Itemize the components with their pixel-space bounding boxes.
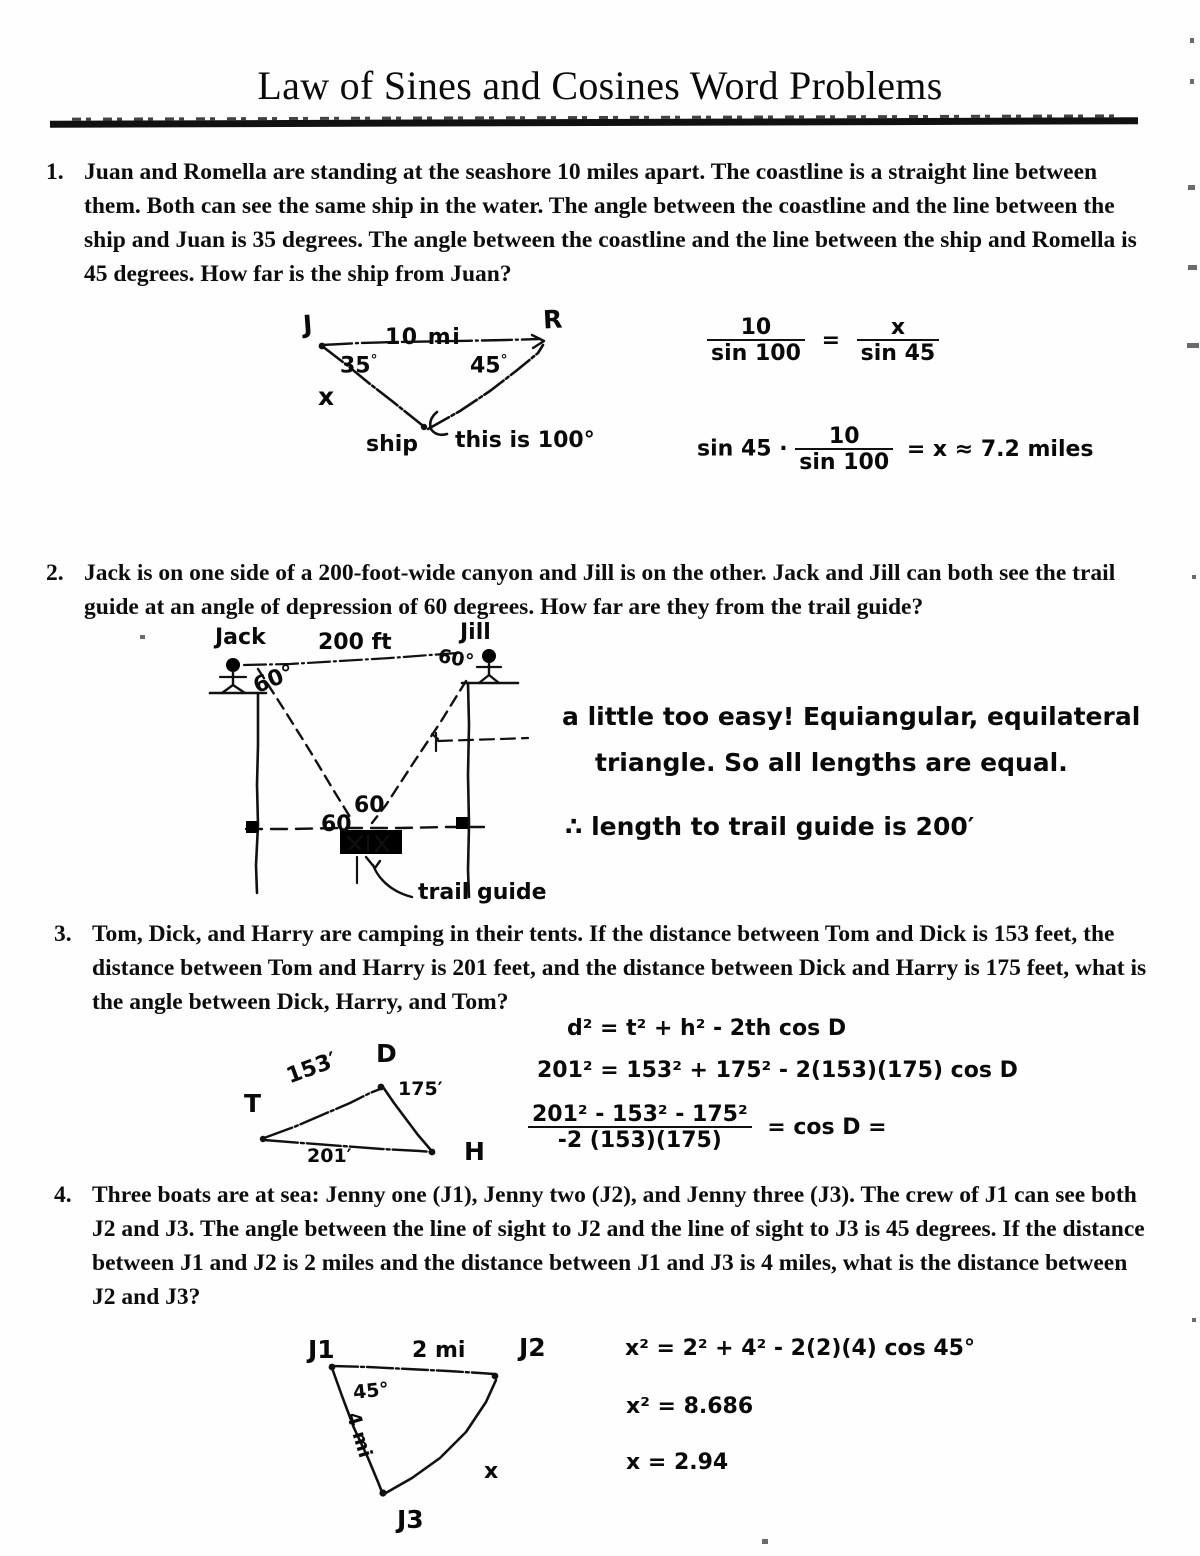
- sin45-multiplier: sin 45 ·: [697, 436, 788, 462]
- side-label-x: x: [318, 382, 335, 411]
- denominator: sin 45: [857, 339, 940, 365]
- angle-label-45: [470, 352, 507, 378]
- problem-4-number: 4.: [54, 1182, 72, 1208]
- work-1-solution: [697, 425, 1094, 474]
- work-4-answer: x = 2.94: [626, 1450, 729, 1475]
- scan-artifact: [140, 635, 145, 639]
- degree-symbol: °: [500, 352, 508, 368]
- problem-3-body: Tom, Dick, and Harry are camping in their tents. If the distance between Tom and Dick is 153 feet, the distance between Tom and Harry is 201 feet, and the distance between Dick and Harry is 175 feet, what is the angle between Dick, Harry, and Tom?: [92, 921, 1147, 1015]
- vertex-label-r: R: [542, 304, 564, 335]
- scan-artifact: [1192, 1318, 1196, 1322]
- scan-artifact: [762, 1539, 768, 1544]
- fraction-cos-d: [528, 1103, 752, 1152]
- numerator: x: [890, 315, 906, 340]
- problem-4-text: [54, 1178, 1152, 1314]
- side-label-175: 175′: [398, 1078, 443, 1100]
- person-label-jill: Jill: [460, 620, 491, 645]
- numerator: 10: [740, 315, 772, 340]
- vertex-label-j2: J2: [519, 1333, 546, 1362]
- scan-artifact: [1190, 79, 1194, 84]
- person-label-jack: Jack: [215, 625, 266, 650]
- work-3-formula: d² = t² + h² - 2th cos D: [567, 1016, 847, 1041]
- scan-artifact: [1190, 38, 1194, 43]
- vertex-label-h: H: [464, 1137, 485, 1166]
- side-label-153: 153′: [283, 1047, 341, 1090]
- scan-artifact: [1188, 265, 1197, 270]
- scan-artifact: [1187, 343, 1199, 348]
- side-label-x: x: [484, 1459, 499, 1484]
- angle-45-value: 45: [470, 353, 501, 379]
- side-label-10mi: 10 mi: [385, 325, 462, 350]
- equals-sign: =: [821, 327, 840, 353]
- angle-label-bottom-right-60: 60: [354, 793, 385, 818]
- annotation-100-degrees: this is 100°: [455, 428, 595, 453]
- angle-label-j1-45: 45°: [351, 1378, 391, 1404]
- side-label-201: 201′: [307, 1145, 352, 1167]
- angle-label-jill-60: 60°: [436, 645, 476, 673]
- problem-4-body: Three boats are at sea: Jenny one (J1), Jenny two (J2), and Jenny three (J3). The crew of J1 can see both J2 and J3. The angle between the line of sight to J2 and the line of sight to J3 is 45 degrees. If the distance between J1 and J2 is 2 miles and the distance between J1 and J3 is 4 miles, what is the distance between J2 and J3?: [92, 1182, 1145, 1310]
- problem-2-text: [46, 556, 1148, 624]
- cos-d-equals: = cos D =: [767, 1114, 887, 1140]
- work-2-line-2: triangle. So all lengths are equal.: [595, 748, 1068, 777]
- vertex-label-j: J: [301, 309, 314, 340]
- denominator: sin 100: [707, 339, 805, 365]
- scan-artifact: [1192, 575, 1196, 579]
- problem-1-text: [46, 155, 1148, 291]
- angle-label-jack-60: 60°: [249, 660, 298, 699]
- work-4-squared-value: x² = 8.686: [626, 1394, 754, 1419]
- problem-2-number: 2.: [46, 560, 64, 586]
- angle-label-bottom-left-60: 60: [321, 812, 352, 837]
- denominator: -2 (153)(175): [528, 1126, 752, 1152]
- vertex-label-d: D: [376, 1039, 397, 1068]
- work-2-conclusion: ∴ length to trail guide is 200′: [565, 812, 975, 841]
- numerator: 10: [828, 424, 860, 449]
- work-4-law-of-cosines: x² = 2² + 4² - 2(2)(4) cos 45°: [625, 1336, 975, 1361]
- angle-label-35: [340, 352, 377, 378]
- problem-1-body: Juan and Romella are standing at the seashore 10 miles apart. The coastline is a straight line between them. Both can see the same ship in the water. The angle between the coastline and the line between the ship and Juan is 35 degrees. The angle between the coastline and the line between the ship and Romella is 45 degrees. How far is the ship from Juan?: [84, 159, 1137, 287]
- work-3-rearranged: [528, 1103, 887, 1152]
- work-2-line-1: a little too easy! Equiangular, equilateral: [562, 702, 1141, 731]
- side-label-4mi: 4 mi: [341, 1409, 377, 1461]
- vertex-label-j3: J3: [397, 1505, 424, 1534]
- problem-3-number: 3.: [54, 921, 72, 947]
- canyon-width-label: 200 ft: [318, 630, 392, 655]
- vertex-label-t: T: [244, 1089, 262, 1118]
- page-title: Law of Sines and Cosines Word Problems: [257, 63, 943, 108]
- vertex-label-j1: J1: [308, 1335, 335, 1364]
- scan-artifact: [1188, 185, 1195, 190]
- title-divider: [50, 117, 1138, 127]
- vertex-label-ship: ship: [366, 432, 419, 457]
- angle-35-value: 35: [340, 353, 371, 379]
- problem-1-number: 1.: [46, 159, 64, 185]
- work-3-substitution: 201² = 153² + 175² - 2(153)(175) cos D: [537, 1058, 1018, 1083]
- fraction-10-over-sin100: [795, 425, 893, 474]
- problem-2-body: Jack is on one side of a 200-foot-wide canyon and Jill is on the other. Jack and Jill can both see the trail guide at an angle of depression of 60 degrees. How far are they from the trail guide?: [84, 560, 1116, 620]
- problem-3-text: [54, 917, 1152, 1019]
- work-1-proportion: [707, 316, 939, 365]
- trail-guide-label: trail guide: [418, 880, 547, 905]
- fraction-10-over-sin100: [707, 316, 805, 365]
- fraction-x-over-sin45: [857, 316, 940, 365]
- degree-symbol: °: [370, 352, 378, 368]
- side-label-2mi: 2 mi: [412, 1338, 466, 1363]
- result: = x ≈ 7.2 miles: [906, 436, 1094, 462]
- numerator: 201² - 153² - 175²: [532, 1102, 748, 1127]
- denominator: sin 100: [795, 448, 893, 474]
